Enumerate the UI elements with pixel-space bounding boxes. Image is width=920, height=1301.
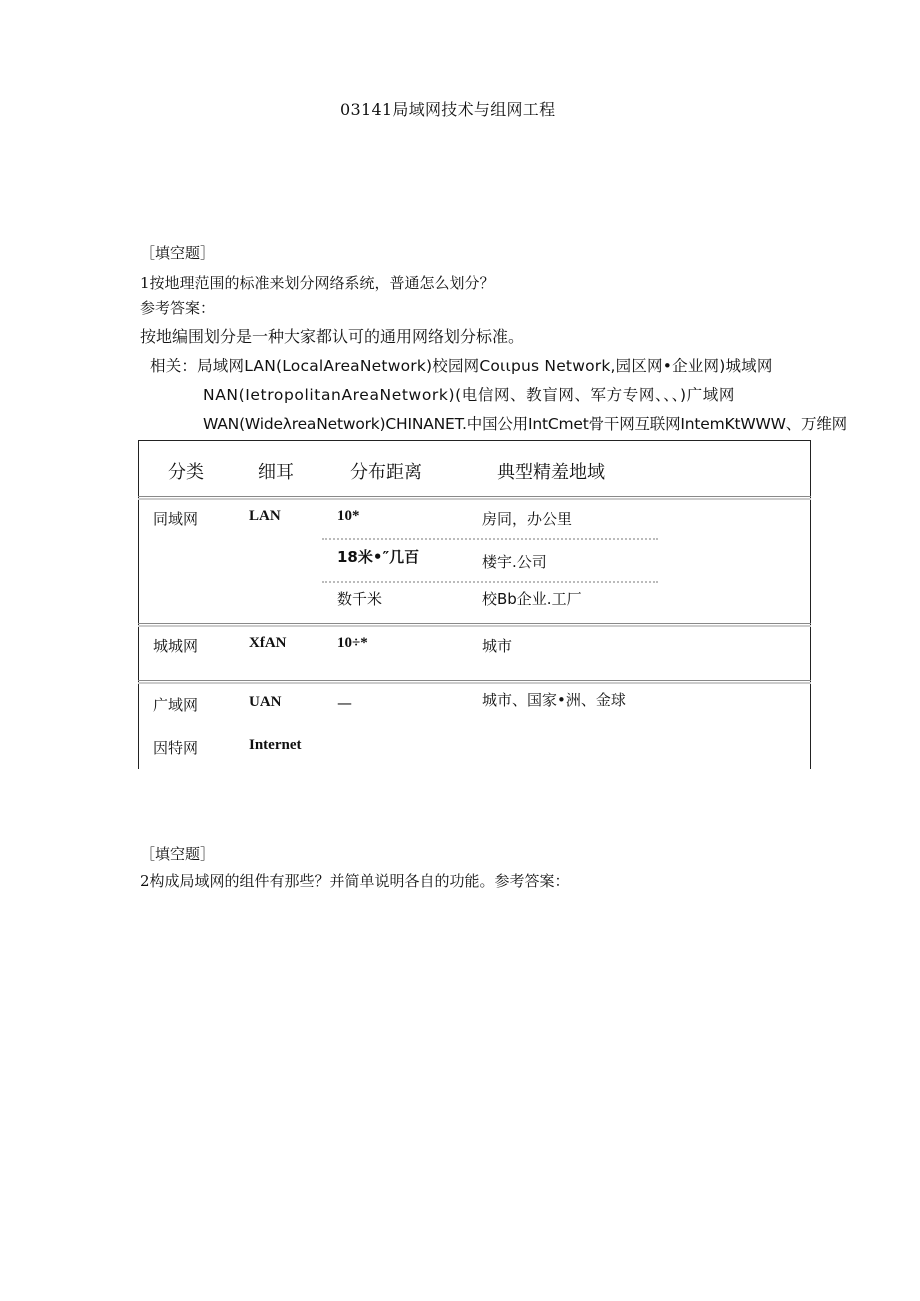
question-1-tag: ［填空题］	[140, 244, 216, 262]
table-cell-abbr: Internet	[249, 737, 302, 753]
page-title: 03141局域网技术与组网工程	[340, 100, 556, 119]
question-1-ref-label: 参考答案：	[140, 299, 216, 317]
table-rule	[138, 680, 811, 684]
table-cell-distance: 18米•″几百	[337, 548, 420, 566]
table-subrule	[322, 581, 658, 584]
table-cell-type: 城城网	[153, 637, 199, 655]
table-header-area: 典型精羞地域	[497, 462, 605, 483]
table-cell-distance: 数千米	[337, 590, 383, 608]
answer-line-2: 相关：局域网LAN(LocalAreaNetwork)校园网Coιιpus Network,园区网•企业网)城域网	[150, 357, 773, 375]
table-cell-abbr: XfAN	[249, 635, 287, 651]
table-cell-distance: —	[337, 694, 352, 712]
table-header-abbr: 细耳	[258, 462, 294, 483]
table-cell-abbr: LAN	[249, 508, 281, 524]
question-1-text: 1按地理范围的标准来划分网络系统，普通怎么划分？	[140, 274, 495, 292]
table-cell-area: 房同，办公里	[482, 510, 573, 528]
table-cell-area: 城市、国家•洲、金球	[482, 691, 626, 709]
table-cell-area: 楼宇.公司	[482, 553, 547, 571]
table-cell-type: 同域网	[153, 510, 199, 528]
table-cell-distance: 10÷*	[337, 635, 368, 651]
answer-line-4: WAN(WideλreaNetwork)CHINANET.中国公用IntCmet骨干网互联网IntemKtWWW、万维网	[203, 415, 847, 433]
table-cell-type: 广域网	[153, 696, 199, 714]
table-cell-area: 校Bb企业.工厂	[482, 590, 582, 608]
table-right-border	[810, 440, 811, 769]
table-top-border	[138, 440, 811, 441]
table-cell-area: 城市	[482, 637, 513, 655]
table-cell-distance: 10*	[337, 508, 360, 524]
table-subrule	[322, 538, 658, 541]
table-header-type: 分类	[168, 462, 204, 483]
question-2-tag: ［填空题］	[140, 845, 216, 863]
table-rule	[138, 496, 811, 500]
table-cell-abbr: UAN	[249, 694, 282, 710]
question-2-text: 2构成局域网的组件有那些？并简单说明各自的功能。参考答案：	[140, 872, 570, 890]
table-rule	[138, 623, 811, 627]
table-cell-type: 因特网	[153, 739, 199, 757]
answer-line-1: 按地编围划分是一种大家都认可的通用网络划分标准。	[140, 327, 525, 346]
table-header-distance: 分布距离	[350, 462, 422, 483]
answer-line-3: NAN(IetropolitanAreaNetwork)(电信网、教盲网、军方专网、、、)广域网	[203, 386, 735, 404]
table-left-border	[138, 440, 139, 769]
